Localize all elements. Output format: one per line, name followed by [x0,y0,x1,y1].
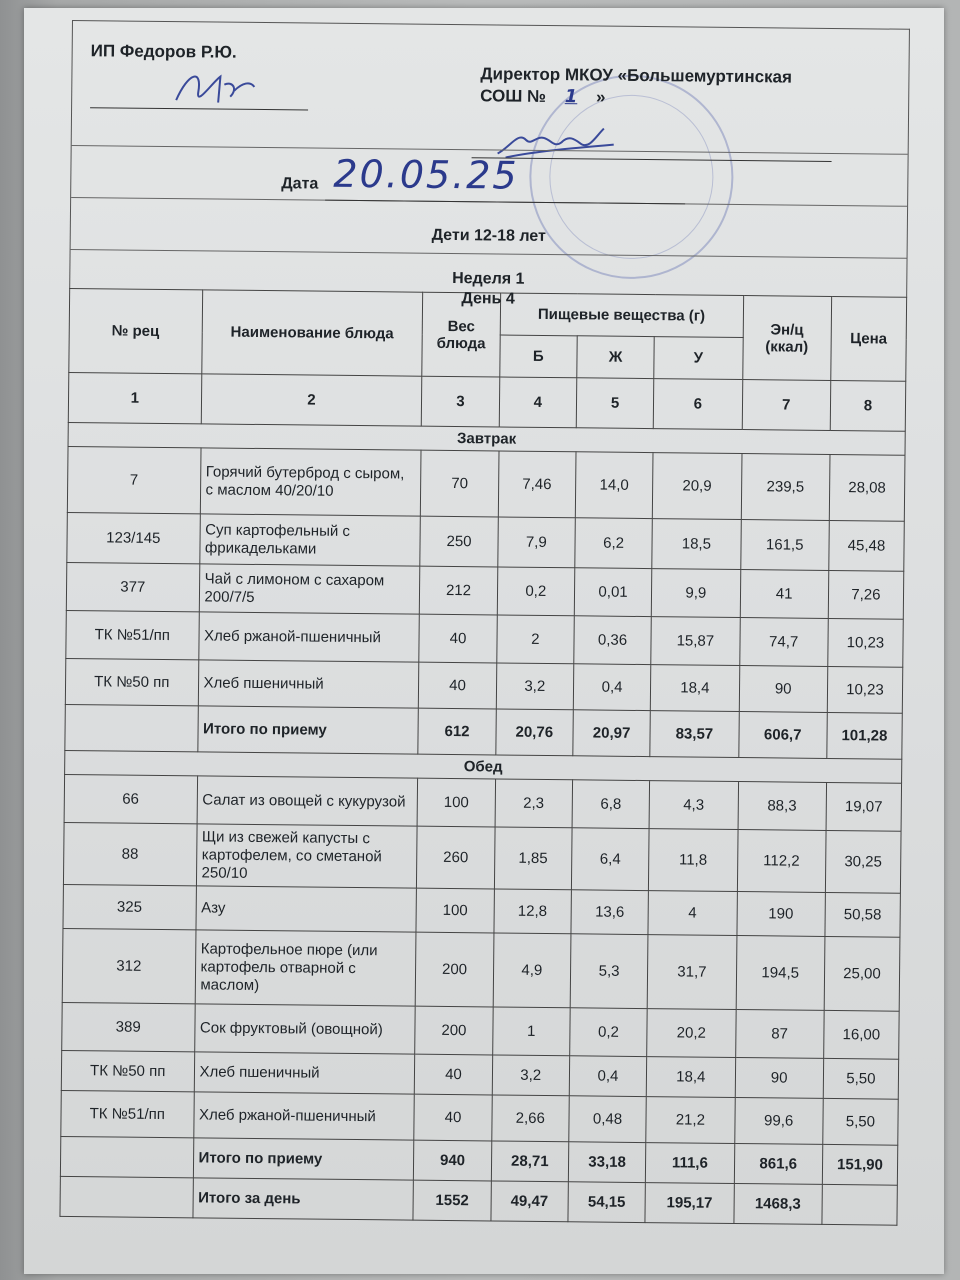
total-weight: 940 [414,1140,492,1181]
col-number: 6 [653,379,742,430]
price-value: 19,07 [826,782,902,831]
day-total-price [822,1184,898,1225]
recipe-number: 66 [64,774,197,823]
dish-name: Хлеб ржаной-пшеничный [193,1092,414,1140]
table-row [63,822,901,893]
total-weight: 612 [418,708,496,755]
dish-weight: 70 [421,450,499,517]
carbs-value: 15,87 [651,617,740,666]
day-total-fat: 54,15 [568,1182,646,1223]
date-label: Дата [281,175,319,193]
dish-name: Азу [195,886,416,932]
protein-value: 1 [492,1007,570,1056]
dish-weight: 40 [415,1054,493,1095]
price-value: 50,58 [825,892,901,937]
energy-value: 190 [736,892,825,937]
dish-weight: 40 [419,662,497,709]
dish-weight: 200 [415,1006,493,1055]
breakfast-rows [65,446,905,713]
carbs-value: 11,8 [649,829,738,892]
carbs-value: 4 [648,891,737,936]
total-label: Итого по приему [197,706,418,754]
recipe-number: 389 [62,1002,195,1051]
energy-value: 90 [735,1058,824,1099]
price-value: 5,50 [823,1058,899,1099]
dish-weight: 260 [417,826,495,889]
recipe-number: ТК №51/пп [66,610,199,659]
dish-name: Салат из овощей с кукурузой [197,776,418,826]
col-number: 1 [68,372,201,423]
total-price: 101,28 [827,712,903,759]
col-number: 5 [576,378,654,429]
total-fat: 33,18 [568,1142,646,1183]
table-row [67,512,904,571]
fat-value: 0,2 [570,1008,648,1057]
director-quote-end: » [595,87,606,107]
protein-value: 7,9 [497,517,575,568]
col-number: 3 [422,376,500,427]
recipe-number: 377 [66,562,199,611]
protein-value: 3,2 [492,1055,570,1096]
price-value: 5,50 [823,1098,899,1145]
recipe-number: ТК №51/пп [61,1090,194,1137]
price-value: 30,25 [825,830,901,893]
age-group: Дети 12-18 лет [431,226,546,245]
dish-weight: 212 [420,566,498,615]
total-rec-empty [65,704,198,751]
protein-value: 2,3 [495,779,573,828]
dish-name: Щи из свежей капусты с картофелем, со сметаной 250/10 [196,824,417,888]
total-protein: 20,76 [495,709,573,756]
energy-value: 74,7 [739,618,828,667]
table-row [67,446,905,521]
carbs-value: 20,9 [652,453,741,520]
seller-name: ИП Федоров Р.Ю. [90,41,237,62]
director-title [480,63,792,110]
energy-value: 90 [739,666,828,713]
col-number: 2 [201,374,422,426]
protein-value: 4,9 [493,933,571,1008]
energy-value: 194,5 [736,936,825,1011]
energy-value: 99,6 [734,1097,823,1144]
carbs-value: 31,7 [647,935,736,1010]
price-value: 10,23 [828,618,904,667]
carbs-value: 18,5 [652,519,741,570]
day-total-rec-empty [60,1176,193,1217]
table-row [66,610,903,667]
day-total-energy: 1468,3 [733,1183,822,1224]
protein-value: 0,2 [497,567,575,616]
section-title: Завтрак [68,422,905,455]
day-total-protein: 49,47 [491,1181,569,1222]
day-number: День 4 [461,290,515,308]
recipe-number: 7 [67,446,200,513]
protein-value: 1,85 [494,827,572,890]
table-row [66,562,903,619]
col-carbs: У [654,337,743,380]
col-energy: Эн/ц (ккал) [742,296,831,381]
school-label: СОШ № [480,86,547,106]
fat-value: 6,8 [572,780,650,829]
seller-signature [168,62,259,113]
price-value: 25,00 [824,936,900,1011]
dish-name: Картофельное пюре (или картофель отварной с маслом) [195,930,417,1006]
day-total-label: Итого за день [192,1178,413,1220]
dish-weight: 200 [416,932,494,1007]
col-nutrients: Пищевые вещества (г) [500,293,743,338]
total-rec-empty [60,1136,193,1177]
dish-weight: 100 [416,888,494,933]
protein-value: 12,8 [494,889,572,934]
carbs-value: 9,9 [651,569,740,618]
recipe-number: 123/145 [67,512,200,563]
dish-weight: 250 [420,516,498,567]
col-rec: № рец [69,288,202,373]
fat-value: 0,36 [574,616,652,665]
menu-table [59,288,907,1226]
col-number: 8 [830,380,906,431]
dish-weight: 40 [414,1094,492,1141]
fat-value: 14,0 [575,452,653,519]
lunch-total [60,1136,898,1225]
dish-name: Хлеб ржаной-пшеничный [198,612,419,662]
recipe-number: 88 [63,822,196,885]
table-row [64,774,901,831]
col-protein: Б [499,335,577,378]
fat-value: 6,2 [575,518,653,569]
carbs-value: 18,4 [650,665,739,712]
dish-name: Суп картофельный с фрикадельками [199,514,420,566]
carbs-value: 4,3 [649,781,738,830]
day-total-carbs: 195,17 [645,1183,734,1224]
total-energy: 606,7 [738,712,827,759]
fat-value: 0,48 [569,1096,647,1143]
protein-value: 3,2 [496,663,574,710]
energy-value: 112,2 [737,830,826,893]
header-rule-3 [71,249,907,259]
dish-weight: 100 [417,778,495,827]
dish-name: Сок фруктовый (овощной) [194,1004,415,1054]
energy-value: 161,5 [740,520,829,571]
school-number-handwritten: 1 [564,86,578,108]
price-value: 16,00 [824,1010,900,1059]
dish-name: Хлеб пшеничный [198,660,419,708]
paper-sheet [24,8,944,1274]
recipe-number: ТК №50 пп [65,658,198,705]
table-row [62,1002,899,1059]
energy-value: 88,3 [738,782,827,831]
total-fat: 20,97 [573,710,651,757]
recipe-number: 312 [62,928,195,1003]
energy-value: 239,5 [741,454,830,521]
fat-value: 0,01 [574,568,652,617]
fat-value: 5,3 [570,934,648,1009]
director-line-1: Директор МКОУ «Большемуртинская [480,64,793,87]
col-fat: Ж [577,336,655,379]
price-value: 7,26 [828,570,904,619]
document-header [69,20,910,308]
dish-name: Хлеб пшеничный [194,1052,415,1094]
dish-weight: 40 [419,614,497,663]
lunch-rows [61,774,902,1145]
total-carbs: 111,6 [646,1143,735,1184]
dish-name: Чай с лимоном с сахаром 200/7/5 [199,564,420,614]
col-number: 7 [742,380,831,431]
fat-value: 0,4 [569,1056,647,1097]
week-number: Неделя 1 [452,269,525,288]
day-total-weight: 1552 [413,1180,491,1221]
protein-value: 2,66 [491,1095,569,1142]
total-price: 151,90 [822,1144,898,1185]
price-value: 45,48 [829,520,905,571]
recipe-number: 325 [63,884,196,929]
carbs-value: 20,2 [647,1009,736,1058]
total-carbs: 83,57 [650,711,739,758]
col-name: Наименование блюда [201,290,423,376]
col-number: 4 [499,377,577,428]
price-value: 28,08 [829,454,905,521]
total-protein: 28,71 [491,1141,569,1182]
total-label: Итого по приему [193,1138,414,1180]
recipe-number: ТК №50 пп [61,1050,194,1091]
director-line-2 [480,85,792,110]
col-weight: Вес блюда [422,292,500,377]
menu-document [59,20,909,1226]
date-handwritten: 20.05.25 [333,151,519,198]
table-row [62,928,900,1011]
protein-value: 2 [496,615,574,664]
dish-name: Горячий бутерброд с сыром, с маслом 40/20/10 [200,448,422,516]
day-total-row [60,1176,897,1225]
energy-value: 41 [740,570,829,619]
fat-value: 6,4 [571,828,649,891]
fat-value: 0,4 [573,664,651,711]
carbs-value: 21,2 [646,1097,735,1144]
section-title: Обед [65,750,902,783]
carbs-value: 18,4 [646,1057,735,1098]
fat-value: 13,6 [571,890,649,935]
total-energy: 861,6 [734,1143,823,1184]
breakfast-total [65,704,903,783]
energy-value: 87 [735,1010,824,1059]
price-value: 10,23 [827,666,903,713]
col-price: Цена [831,296,907,381]
column-numbers-row [68,372,905,431]
protein-value: 7,46 [498,451,576,518]
